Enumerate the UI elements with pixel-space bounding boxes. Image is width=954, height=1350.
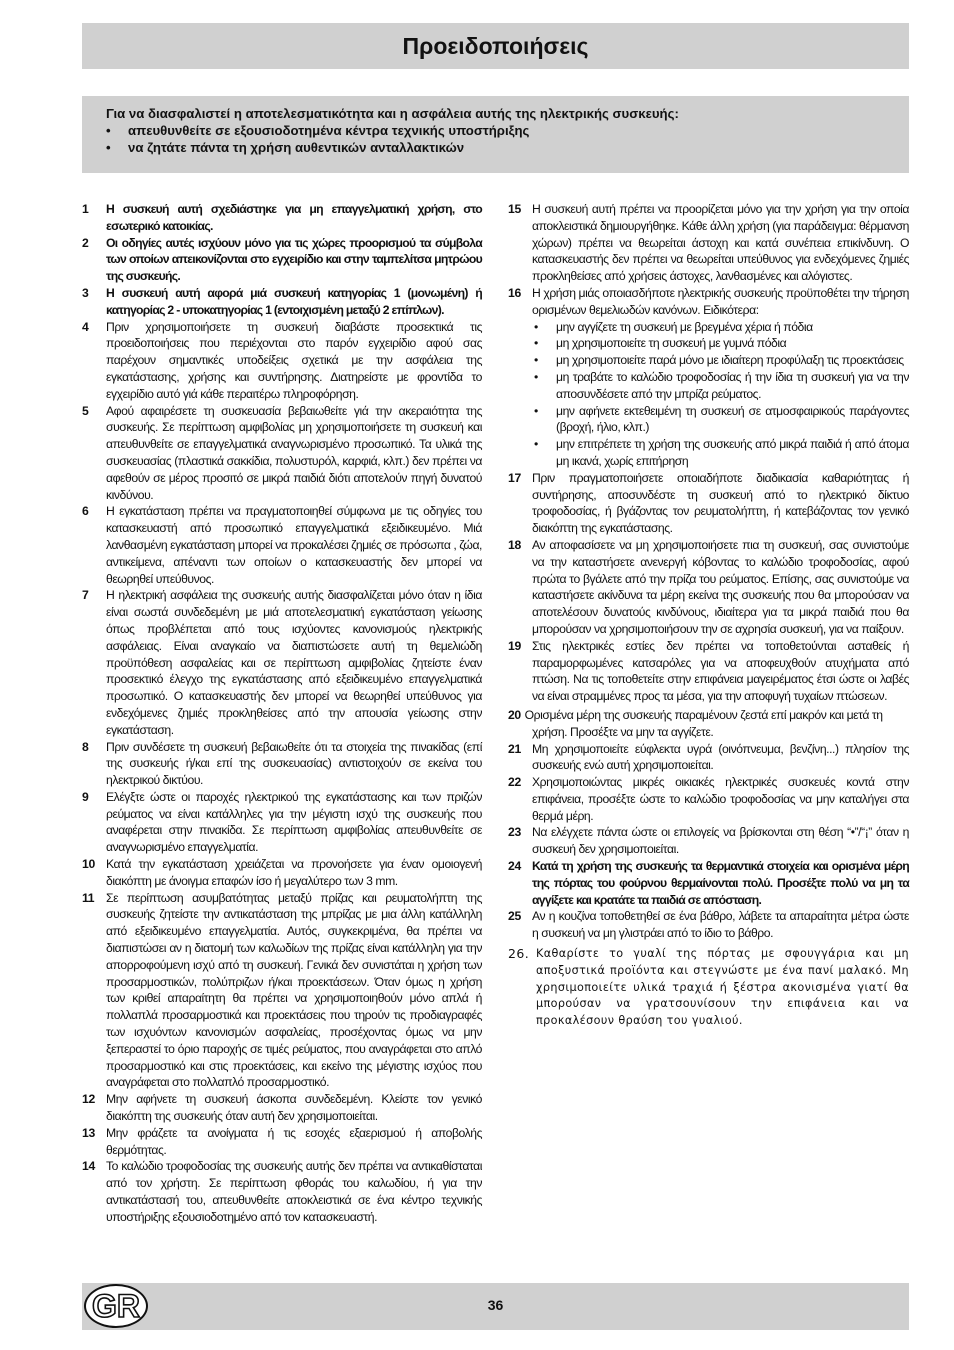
rule-number: 15 <box>508 202 521 216</box>
rule-sub-bullet <box>532 319 909 336</box>
rule-text: Η ηλεκτρική ασφάλεια της συσκευής αυτής διασφαλίζεται μόνο όταν η ίδια είναι σωστά συνδεδεμένη με μιά αποτελεσματική εγκατάσταση γείωσης όπως προβλέπεται από τους ισχύοντες κανονισμούς ηλεκτρικής ασφάλειας. Είναι αναγκαίο να διαπιστώσετε αυτή τη θεμελιώδη προϋπόθεση ασφαλείας και σε περίπτωση αμφιβολίας ζητείστε έναν προσεκτικό έλεγχο της εγκατάστασης από εξειδικευμένο επαγγελματικά προσωπικό. Ο κατασκευαστής δεν μπορεί να θεωρηθεί υπεύθυνος για ενδεχόμενες ζημιές προκληθείσες από την απουσία γείωσης στην εγκατάσταση. <box>106 588 482 737</box>
rule-sub-bullet <box>532 335 909 352</box>
rule-item-3 <box>82 285 482 319</box>
rule-item-25 <box>508 908 909 942</box>
rule-number: 17 <box>508 470 521 485</box>
bullet-icon: • <box>534 353 538 368</box>
rule-item-1 <box>82 201 482 235</box>
rule-number: 5 <box>82 403 89 418</box>
rule-item-6 <box>82 503 482 587</box>
rule-item-15 <box>508 201 909 285</box>
rule-text: Καθαρίστε το γυαλί της πόρτας με σφουγγάρια και μη αποξυστικά προϊόντα και στεγνώστε με ένα πανί μαλακό. Μη χρησιμοποιείτε υλικά τραχιά ή ξέστρα ακονισμένα γιατί θα μπορούσαν να γρατσουνίσουν την επιφάνεια και να προκαλέσουν θραύση του γυαλιού. <box>536 947 909 1028</box>
rule-item-19 <box>508 638 909 705</box>
rule-item-17 <box>508 470 909 537</box>
rule-item-23 <box>508 824 909 858</box>
bullet-icon: • <box>534 319 538 334</box>
rule-item-8 <box>82 739 482 789</box>
rule-number: 16 <box>508 285 521 300</box>
rule-number: 2 <box>82 235 89 250</box>
bullet-icon: • <box>106 123 111 138</box>
rule-sub-text: μην αφήνετε εκτεθειμένη τη συσκευή σε ατμοσφαιρικούς παράγοντες (βροχή, ήλιο, κλπ.) <box>556 403 909 435</box>
rule-text: Χρησιμοποιώντας μικρές οικιακές ηλεκτρικές συσκευές κοντά στην επιφάνεια, προσέξτε ώστε το καλώδιο τροφοδοσίας να μην καταλήγει στα θερμά μέρη. <box>532 775 909 823</box>
rule-text: Η συσκευή αυτή σχεδιάστηκε για μη επαγγελματική χρήση, στο εσωτερικό κατοικίας. <box>106 202 482 233</box>
rule-text: Η εγκατάσταση πρέπει να πραγματοποιηθεί σύμφωνα με τις οδηγίες του κατασκευαστή από προσωπικό επαγγελματικά εξειδικευμένο. Μιά λανθασμένη εγκατάσταση μπορεί να προκαλέσει ζημιές σε πρόσωπα , ζώα, αντικείμενα, απέναντι των οποίων ο κατασκευαστής δεν μπορεί να θεωρηθεί υπεύθυνος. <box>106 504 482 586</box>
safety-notice <box>82 96 909 173</box>
bullet-icon: • <box>534 336 538 351</box>
rule-number: 18 <box>508 537 521 552</box>
rule-item-24 <box>508 858 909 908</box>
notice-bullet-text: να ζητάτε πάντα τη χρήση αυθεντικών ανταλλακτικών <box>128 140 465 155</box>
rule-number: 19 <box>508 638 521 653</box>
rule-number: 12 <box>82 1092 95 1107</box>
rule-number: 22 <box>508 775 521 790</box>
notice-bullet-text: απευθυνθείτε σε εξουσιοδοτημένα κέντρα τεχνικής υποστήριξης <box>128 123 530 138</box>
rule-item-21 <box>508 741 909 775</box>
rule-number: 23 <box>508 825 521 840</box>
bullet-icon: • <box>106 140 111 155</box>
rule-text: Πριν συνδέσετε τη συσκευή βεβαιωθείτε ότι τα στοιχεία της πινακίδας (επί της συσκευής ή/και επί της συσκευασίας) αντιστοιχούν σε εκείνα του ηλεκτρικού δικτύου. <box>106 739 482 788</box>
rule-number: 7 <box>82 588 89 603</box>
rule-item-14 <box>82 1158 482 1225</box>
notice-bullet <box>106 122 885 139</box>
rule-text: Το καλώδιο τροφοδοσίας της συσκευής αυτής δεν πρέπει να αντικαθίσταται από τον χρήστη. Σε περίπτωση φθοράς του καλωδίου, ή για την αντικατάστασή του, απευθυνθείτε αποκλειστικά σε ένα κέντρο τεχνικής υποστήριξης εξουσιοδοτημένο από τον κατασκευαστή. <box>106 1159 482 1224</box>
title-bar <box>82 23 909 69</box>
rule-sub-text: μην αγγίζετε τη συσκευή με βρεγμένα χέρια ή πόδια <box>556 319 813 334</box>
rule-text: Μη χρησιμοποιείτε εύφλεκτα υγρά (οινόπνευμα, βενζίνη...) πλησίον της συσκευής ενώ αυτή χρησιμοποιείται. <box>532 741 909 773</box>
rule-sub-bullet <box>532 403 909 437</box>
rule-number: 1 <box>82 202 89 216</box>
rule-number: 14 <box>82 1159 95 1174</box>
rule-item-9 <box>82 789 482 856</box>
rule-number: 4 <box>82 319 89 334</box>
rule-number: 21 <box>508 741 521 756</box>
rule-number: 10 <box>82 857 95 872</box>
notice-intro: Για να διασφαλιστεί η αποτελεσματικότητα και η ασφάλεια αυτής της ηλεκτρικής συσκευής: <box>106 106 679 121</box>
rule-number: 26. <box>508 946 530 962</box>
country-badge: GR <box>84 1284 148 1328</box>
rule-text: Πριν πραγματοποιήσετε οποιαδήποτε διαδικασία καθαριότητας ή συντήρησης, αποσυνδέστε τη συσκευή από το ηλεκτρικό δίκτυο τροφοδοσίας, ή βγάζοντας τον ρευματολήπτη, ή κατεβάζοντας τον γενικό διακόπτη της εγκατάστασης. <box>532 470 909 536</box>
rule-text: Κατά την εγκατάσταση χρειάζεται να προνοήσετε για έναν ομοιογενή διακόπτη με άνοιγμα επαφών ίσο ή μεγαλύτερο των 3 mm. <box>106 857 482 888</box>
rule-number: 13 <box>82 1125 95 1140</box>
rule-sub-bullet <box>532 352 909 369</box>
rule-text: Να ελέγχετε πάντα ώστε οι επιλογείς να βρίσκονται στη θέση “•”/“¡” όταν η συσκευή δεν χρησιμοποιείται. <box>532 825 909 857</box>
page-footer <box>82 1283 909 1330</box>
rule-item-5 <box>82 403 482 504</box>
rule-text: Αν η κουζίνα τοποθετηθεί σε ένα βάθρο, λάβετε τα απαραίτητα μέτρα ώστε η συσκευή να μη γλιστράει από το ίδιο το βάθρο. <box>532 909 909 941</box>
rule-item-13 <box>82 1125 482 1159</box>
rule-item-7 <box>82 587 482 738</box>
notice-bullet <box>106 139 885 156</box>
rule-text: Σε περίπτωση ασυμβατότητας μεταξύ πρίζας και ρευματολήπτη της συσκευής ζητείστε την αντικατάσταση της μπρίζας με μια άλλη κατάλληλη από εξειδικευμένο επαγγελματία. Αυτός, συγκεκριμένα, θα πρέπει να διαπιστώσει αν η διατομή των καλωδίων της πρίζας είναι κατάλληλη για την απορροφούμενη ισχύ από τη συσκευή. Γενικά δεν συνιστάται η χρήση των προσαρμοστικών, πολύπριζων ή/και προεκτάσεων. Όταν όμως η χρήση των κριθεί απαραίτητη θα πρέπει να χρησιμοποιηθούν μόνο απλά ή πολλαπλά προσαρμοστικά και προεκτάσεις που τηρούν τις προδιαγραφές των ισχυόντων κανονισμών ασφαλείας, προσέχοντας όμως να μην ξεπεραστεί το όριο παροχής σε τιμές ρεύματος, που αναγράφεται στο απλό προσαρμοστικό και στις προεκτάσεις, και εκείνο της μέγιστης ισχύος που αναγράφεται στο πολλαπλό προσαρμοστικό. <box>106 890 482 1090</box>
rule-sub-bullet <box>532 369 909 403</box>
rule-sub-text: μη χρησιμοποιείτε παρά μόνο με ιδιαίτερη προφύλαξη τις προεκτάσεις <box>556 353 904 368</box>
rule-item-2 <box>82 235 482 285</box>
rule-text: Αν αποφασίσετε να μη χρησιμοποιήσετε πια τη συσκευή, σας συνιστούμε να την καταστήσετε ανενεργή κόβοντας το καλώδιο τροφοδοσίας, αφού πρώτα το βγάλετε από την πρίζα του ρεύματος. Επίσης, σας συνιστούμε να καταστήσετε ακίνδυνα τα μέρη εκείνα της συσκευής που θα μπορούσαν να αποτελέσουν δυνατούς κινδύνους, ιδιαίτερα για τα μικρά παιδιά που θα μπορούσαν να χρησιμοποιήσουν την σε αχρησία συσκευή, για να παίξουν. <box>532 537 909 636</box>
rule-sub-text: μην επιτρέπετε τη χρήση της συσκευής από μικρά παιδιά ή από άτομα μη ικανά, χωρίς επιτήρηση <box>556 437 909 468</box>
right-column <box>508 201 909 1030</box>
rule-number: 8 <box>82 739 89 754</box>
rule-number: 20 <box>508 707 521 722</box>
rule-text-continued: χρήση. Προσέξτε να μην τα αγγίζετε. <box>532 724 714 739</box>
rule-item-11 <box>82 890 482 1092</box>
rule-item-16 <box>508 285 909 470</box>
rule-sub-bullet <box>532 436 909 470</box>
rule-item-12 <box>82 1091 482 1125</box>
rule-text: Μην φράζετε τα ανοίγματα ή τις εσοχές εξαερισμού ή αποβολής θερμότητας. <box>106 1125 482 1157</box>
rule-text: Ελέγξτε ώστε οι παροχές ηλεκτρικού της εγκατάστασης και των πριζών ρεύματος να είναι κατάλληλες για την μέγιστη ισχύ της συσκευής που αναφέρεται στην πινακίδα. Σε περίπτωση αμφιβολίας απευθυνθείτε σε αναγνωρισμένο επαγγελματία. <box>106 789 482 855</box>
rule-item-20 <box>508 707 909 741</box>
rule-text: Η συσκευή αυτή πρέπει να προορίζεται μόνο για την χρήση για την οποία αποκλειστικά δημιουργήθηκε. Κάθε άλλη χρήση (για παράδειγμα: θέρμανση χώρων) πρέπει να θεωρείται άστοχη και κατά συνέπεια επικίνδυνη. Ο κατασκευαστής δεν πρέπει να θεωρείται υπεύθυνος για ενδεχόμενες ζημιές προκληθείσες από χρήσεις άστοχες, λανθασμένες και αλόγιστες. <box>532 202 909 284</box>
rule-number: 25 <box>508 909 521 924</box>
rule-item-4 <box>82 319 482 403</box>
rule-number: 6 <box>82 504 89 519</box>
bullet-icon: • <box>534 403 538 418</box>
rule-sub-text: μη τραβάτε το καλώδιο τροφοδοσίας ή την ίδια τη συσκευή για να την αποσυνδέσετε από την μπρίζα ρεύματος. <box>556 369 909 401</box>
rule-text: Ορισμένα μέρη της συσκευής παραμένουν ζεστά επί μακρόν και μετά τη <box>524 707 883 722</box>
rule-text: Οι οδηγίες αυτές ισχύουν μόνο για τις χώρες προορισμού τα σύμβολα των οποίων απεικονίζονται στο εγχειρίδιο και στην ταμπελίτσα μητρώου της συσκευής. <box>106 235 482 284</box>
rule-text: Αφού αφαιρέσετε τη συσκευασία βεβαιωθείτε γιά την ακεραιότητα της συσκευής. Σε περίπτωση αμφιβολίας μη χρησιμοποιήσετε τη συσκευή και απευθυνθείτε σε επαγγελματικά αναγνωρισμένο προσωπικό. Τα υλικά της συσκευασίας (πλαστικά σακκίδια, πολυστυρόλ, καρφιά, κλπ.) δεν πρέπει να αφεθούν σε μέρος προσιτό σε μικρά παιδιά διότι αποτελούν πηγή δυνατού κινδύνου. <box>106 403 482 502</box>
rule-text: Πριν χρησιμοποιήσετε τη συσκευή διαβάστε προσεκτικά τις προειδοποιήσεις που περιέχονται στο παρόν εγχειρίδιο αφού σας παρέχουν σημαντικές υποδείξεις σχετικά με την ασφάλεια της εγκατάστασης, χρήσης και συντήρησης. Διατηρείστε με φροντίδα το εγχειρίδιο αυτό γιά κάθε περαιτέρω πληροφόρηση. <box>106 319 482 401</box>
rule-number: 9 <box>82 789 89 804</box>
bullet-icon: • <box>534 437 538 452</box>
page-title: Προειδοποιήσεις <box>402 32 589 59</box>
rule-text: Κατά τη χρήση της συσκευής τα θερμαντικά στοιχεία και ορισμένα μέρη της πόρτας του φούρνου θερμαίνονται πολύ. Προσέξτε πολύ να μη τα αγγίξετε και κρατάτε τα παιδιά σε απόσταση. <box>532 859 909 907</box>
rule-text: Στις ηλεκτρικές εστίες δεν πρέπει να τοποθετούνται ασταθείς ή παραμορφωμένες κατσαρόλες για να αποφευχθούν ατυχήματα από πτώση. Να τις τοποθετείτε στην επιφάνεια μαγειρέματος έτσι ώστε οι λαβές να είναι στραμμένες προς τα μέσα, για την αποφυγή τυχαίων πτώσεων. <box>532 638 909 704</box>
rule-number: 3 <box>82 285 89 300</box>
rule-sub-text: μη χρησιμοποιείτε τη συσκευή με γυμνά πόδια <box>556 336 787 351</box>
rule-item-10 <box>82 856 482 890</box>
bullet-icon: • <box>534 369 538 384</box>
left-column <box>82 201 482 1226</box>
rule-text: Η συσκευή αυτή αφορά μιά συσκευή κατηγορίας 1 (μονωμένη) ή κατηγορίας 2 - υποκατηγορίας 1 (εντοιχισμένη μεταξύ 2 επίπλων). <box>106 285 482 317</box>
rule-number: 24 <box>508 859 521 874</box>
rule-text: Η χρήση μιάς οποιασδήποτε ηλεκτρικής συσκευής προϋποθέτει την τήρηση ορισμένων θεμελιωδών κανόνων. Ειδικότερα: <box>532 285 909 317</box>
rule-item-18 <box>508 537 909 638</box>
rule-number: 11 <box>82 890 95 905</box>
rule-text: Μην αφήνετε τη συσκευή άσκοπα συνδεδεμένη. Κλείστε τον γενικό διακόπτη της συσκευής όταν αυτή δεν χρησιμοποιείται. <box>106 1092 482 1124</box>
rule-item-22 <box>508 774 909 824</box>
rule-item-26 <box>508 946 909 1030</box>
page-number: 36 <box>487 1297 504 1313</box>
